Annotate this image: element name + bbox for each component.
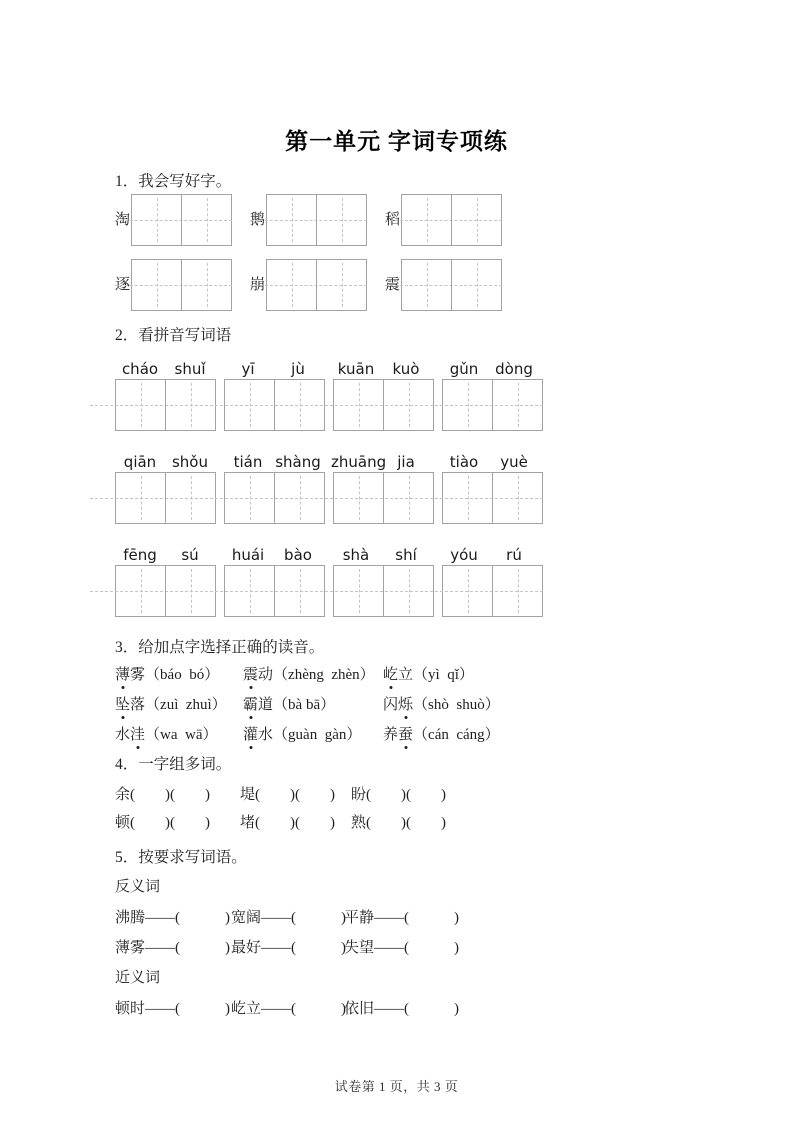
word-pair-item: 最好——( ) bbox=[231, 940, 346, 956]
character-label: 逐 bbox=[115, 276, 131, 293]
dotted-character: 蚕 bbox=[398, 727, 414, 743]
question-1-heading: 1．我会写好字。 bbox=[115, 173, 232, 190]
pronunciation-choice-row bbox=[115, 665, 793, 685]
writing-grid bbox=[333, 565, 434, 617]
writing-cell bbox=[165, 566, 215, 616]
character: 动 bbox=[258, 667, 274, 683]
pinyin-options: （báo bó） bbox=[145, 667, 220, 683]
character: 水 bbox=[115, 727, 131, 743]
pinyin-syllable: jia bbox=[397, 453, 415, 471]
pinyin-syllable: bào bbox=[284, 546, 312, 564]
writing-cell bbox=[116, 380, 165, 430]
pinyin-syllable: gǔn bbox=[449, 360, 479, 378]
pinyin-options: （zuì zhuì） bbox=[145, 697, 227, 713]
writing-cell bbox=[132, 195, 181, 245]
character-writing-group bbox=[115, 259, 232, 311]
pinyin-syllable: fēng bbox=[123, 546, 157, 564]
pinyin-label-row bbox=[115, 545, 539, 565]
pinyin-syllable: sú bbox=[181, 546, 199, 564]
pinyin-syllable: huái bbox=[231, 546, 265, 564]
dotted-character: 烁 bbox=[398, 697, 414, 713]
character-writing-group bbox=[385, 194, 502, 246]
character-writing-group bbox=[250, 259, 367, 311]
word-list-section bbox=[115, 877, 793, 958]
pinyin-group bbox=[439, 545, 539, 565]
word-formation-item: 熟( )( ) bbox=[351, 815, 446, 831]
word-pair-row bbox=[115, 938, 793, 958]
writing-grid bbox=[224, 379, 325, 431]
word-pair-item: 宽阔——( ) bbox=[231, 910, 346, 926]
pronunciation-choice-item bbox=[243, 665, 383, 685]
question-5-word-sections bbox=[115, 877, 793, 1019]
writing-grid bbox=[115, 379, 216, 431]
writing-cell bbox=[492, 473, 542, 523]
writing-cell bbox=[225, 473, 274, 523]
writing-grid bbox=[266, 194, 367, 246]
worksheet-content bbox=[0, 172, 793, 1019]
writing-cell bbox=[383, 473, 433, 523]
pinyin-options: （cán cáng） bbox=[413, 727, 500, 743]
pinyin-syllable: kuò bbox=[392, 360, 420, 378]
pinyin-syllable: shí bbox=[395, 546, 417, 564]
pinyin-syllable: yuè bbox=[500, 453, 528, 471]
writing-cell bbox=[316, 195, 366, 245]
pinyin-group bbox=[439, 452, 539, 472]
pinyin-word-row bbox=[115, 545, 793, 617]
writing-grid bbox=[401, 194, 502, 246]
pronunciation-choice-row bbox=[115, 695, 793, 715]
page-footer: 试卷第 1 页，共 3 页 bbox=[334, 1079, 459, 1094]
pinyin-word-row bbox=[115, 359, 793, 431]
writing-cell bbox=[443, 473, 492, 523]
pronunciation-choice-item bbox=[243, 695, 383, 715]
question-1-writing-grids bbox=[115, 194, 793, 311]
writing-cell bbox=[402, 260, 451, 310]
writing-grid bbox=[224, 565, 325, 617]
word-pair-item: 薄雾——( ) bbox=[115, 940, 230, 956]
pinyin-group bbox=[331, 452, 431, 472]
writing-grid-row bbox=[115, 379, 543, 431]
writing-grid bbox=[224, 472, 325, 524]
pinyin-syllable: shǒu bbox=[171, 453, 208, 471]
writing-cell bbox=[334, 380, 383, 430]
word-formation-item: 堤( )( ) bbox=[240, 787, 335, 803]
character-label: 鹅 bbox=[250, 211, 266, 228]
writing-cell bbox=[274, 566, 324, 616]
writing-cell bbox=[402, 195, 451, 245]
dotted-character: 薄 bbox=[115, 667, 131, 683]
writing-cell bbox=[492, 380, 542, 430]
writing-cell bbox=[334, 473, 383, 523]
pinyin-group bbox=[331, 545, 431, 565]
pinyin-syllable: jù bbox=[291, 360, 305, 378]
pinyin-syllable: dòng bbox=[495, 360, 533, 378]
question-2-heading: 2．看拼音写词语 bbox=[115, 327, 232, 344]
writing-grid bbox=[442, 379, 543, 431]
word-pair-item: 依旧——( ) bbox=[344, 1001, 459, 1017]
word-list-section bbox=[115, 968, 793, 1019]
word-pair-item: 失望——( ) bbox=[344, 940, 459, 956]
writing-cell bbox=[274, 473, 324, 523]
word-pair-item: 沸腾——( ) bbox=[115, 910, 230, 926]
writing-cell bbox=[443, 566, 492, 616]
character: 立 bbox=[398, 667, 414, 683]
pronunciation-choice-item bbox=[383, 725, 500, 745]
pinyin-syllable: shà bbox=[342, 546, 370, 564]
writing-grid-row bbox=[115, 472, 543, 524]
character-label: 崩 bbox=[250, 276, 266, 293]
word-formation-row bbox=[115, 785, 793, 805]
character-writing-group bbox=[250, 194, 367, 246]
writing-cell bbox=[443, 380, 492, 430]
pronunciation-choice-item bbox=[115, 725, 243, 745]
word-pair-row bbox=[115, 999, 793, 1019]
pinyin-group bbox=[115, 452, 215, 472]
pronunciation-choice-item bbox=[243, 725, 383, 745]
dotted-character: 坠 bbox=[115, 697, 131, 713]
writing-grid bbox=[333, 472, 434, 524]
writing-grid bbox=[442, 565, 543, 617]
pinyin-label-row bbox=[115, 452, 539, 472]
word-formation-item: 余( )( ) bbox=[115, 787, 210, 803]
writing-cell bbox=[334, 566, 383, 616]
writing-cell bbox=[165, 380, 215, 430]
writing-grid bbox=[131, 194, 232, 246]
writing-grid bbox=[115, 472, 216, 524]
writing-grid-row bbox=[115, 565, 543, 617]
pronunciation-choice-item bbox=[383, 695, 500, 715]
pronunciation-choice-item bbox=[115, 665, 243, 685]
character: 水 bbox=[258, 727, 274, 743]
word-type-label: 反义词 bbox=[115, 879, 161, 895]
writing-cell bbox=[316, 260, 366, 310]
writing-cell bbox=[181, 195, 231, 245]
pronunciation-choice-item bbox=[383, 665, 474, 685]
word-pair-item: 顿时——( ) bbox=[115, 1001, 230, 1017]
pinyin-syllable: tián bbox=[233, 453, 263, 471]
pinyin-options: （zhèng zhèn） bbox=[273, 667, 375, 683]
pinyin-group bbox=[115, 359, 215, 379]
word-type-label: 近义词 bbox=[115, 970, 161, 986]
pinyin-syllable: yī bbox=[241, 360, 255, 378]
writing-grid bbox=[266, 259, 367, 311]
pinyin-syllable: kuān bbox=[337, 360, 375, 378]
pinyin-group bbox=[223, 545, 323, 565]
question-4-heading: 4．一字组多词。 bbox=[115, 756, 232, 773]
writing-cell bbox=[165, 473, 215, 523]
character-writing-group bbox=[385, 259, 502, 311]
pronunciation-choice-item bbox=[115, 695, 243, 715]
writing-cell bbox=[383, 380, 433, 430]
word-formation-row bbox=[115, 813, 793, 833]
writing-grid bbox=[115, 565, 216, 617]
writing-cell bbox=[451, 260, 501, 310]
question-2-pinyin-grids bbox=[115, 359, 793, 617]
pinyin-label-row bbox=[115, 359, 539, 379]
writing-cell bbox=[225, 566, 274, 616]
writing-cell bbox=[267, 260, 316, 310]
writing-grid bbox=[442, 472, 543, 524]
dotted-character: 霸 bbox=[243, 697, 259, 713]
character-label: 震 bbox=[385, 276, 401, 293]
pinyin-syllable: zhuāng bbox=[331, 453, 387, 471]
pinyin-options: （shò shuò） bbox=[413, 697, 500, 713]
pinyin-syllable: rú bbox=[506, 546, 522, 564]
character: 雾 bbox=[130, 667, 146, 683]
pinyin-group bbox=[439, 359, 539, 379]
pinyin-options: （bà bā） bbox=[273, 697, 336, 713]
pinyin-group bbox=[223, 452, 323, 472]
pinyin-options: （guàn gàn） bbox=[273, 727, 362, 743]
word-formation-item: 顿( )( ) bbox=[115, 815, 210, 831]
pinyin-syllable: tiào bbox=[449, 453, 479, 471]
question-5-heading: 5．按要求写词语。 bbox=[115, 849, 247, 866]
pronunciation-choice-row bbox=[115, 725, 793, 745]
pinyin-options: （yì qǐ） bbox=[413, 667, 474, 683]
writing-cell bbox=[225, 380, 274, 430]
writing-cell bbox=[181, 260, 231, 310]
pinyin-group bbox=[223, 359, 323, 379]
writing-cell bbox=[132, 260, 181, 310]
pinyin-group bbox=[331, 359, 431, 379]
word-pair-item: 屹立——( ) bbox=[231, 1001, 346, 1017]
writing-grid bbox=[131, 259, 232, 311]
writing-grid bbox=[333, 379, 434, 431]
question-4-word-formation bbox=[115, 785, 793, 833]
character: 闪 bbox=[383, 697, 399, 713]
writing-grid bbox=[401, 259, 502, 311]
character-writing-group bbox=[115, 194, 232, 246]
writing-cell bbox=[116, 566, 165, 616]
dotted-character: 灌 bbox=[243, 727, 259, 743]
pinyin-group bbox=[115, 545, 215, 565]
character-label: 稻 bbox=[385, 211, 401, 228]
pinyin-syllable: cháo bbox=[121, 360, 159, 378]
character: 落 bbox=[130, 697, 146, 713]
q1-grid-row bbox=[115, 194, 793, 246]
writing-cell bbox=[116, 473, 165, 523]
writing-cell bbox=[451, 195, 501, 245]
word-formation-item: 盼( )( ) bbox=[351, 787, 446, 803]
dotted-character: 震 bbox=[243, 667, 259, 683]
writing-cell bbox=[383, 566, 433, 616]
pinyin-options: （wa wā） bbox=[145, 727, 218, 743]
word-pair-item: 平静——( ) bbox=[344, 910, 459, 926]
pinyin-syllable: shàng bbox=[275, 453, 321, 471]
character: 道 bbox=[258, 697, 274, 713]
dotted-character: 洼 bbox=[130, 727, 146, 743]
pinyin-syllable: yóu bbox=[450, 546, 478, 564]
q1-grid-row bbox=[115, 259, 793, 311]
worksheet-title: 第一单元 字词专项练 bbox=[285, 129, 508, 154]
writing-cell bbox=[267, 195, 316, 245]
pinyin-word-row bbox=[115, 452, 793, 524]
pinyin-syllable: qiān bbox=[123, 453, 157, 471]
word-formation-item: 堵( )( ) bbox=[240, 815, 335, 831]
writing-cell bbox=[274, 380, 324, 430]
word-pair-row bbox=[115, 908, 793, 928]
question-3-heading: 3．给加点字选择正确的读音。 bbox=[115, 639, 325, 656]
character: 养 bbox=[383, 727, 399, 743]
question-3-pronunciation-items bbox=[115, 665, 793, 745]
writing-cell bbox=[492, 566, 542, 616]
dotted-character: 屹 bbox=[383, 667, 399, 683]
character-label: 淘 bbox=[115, 211, 131, 228]
pinyin-syllable: shuǐ bbox=[174, 360, 206, 378]
